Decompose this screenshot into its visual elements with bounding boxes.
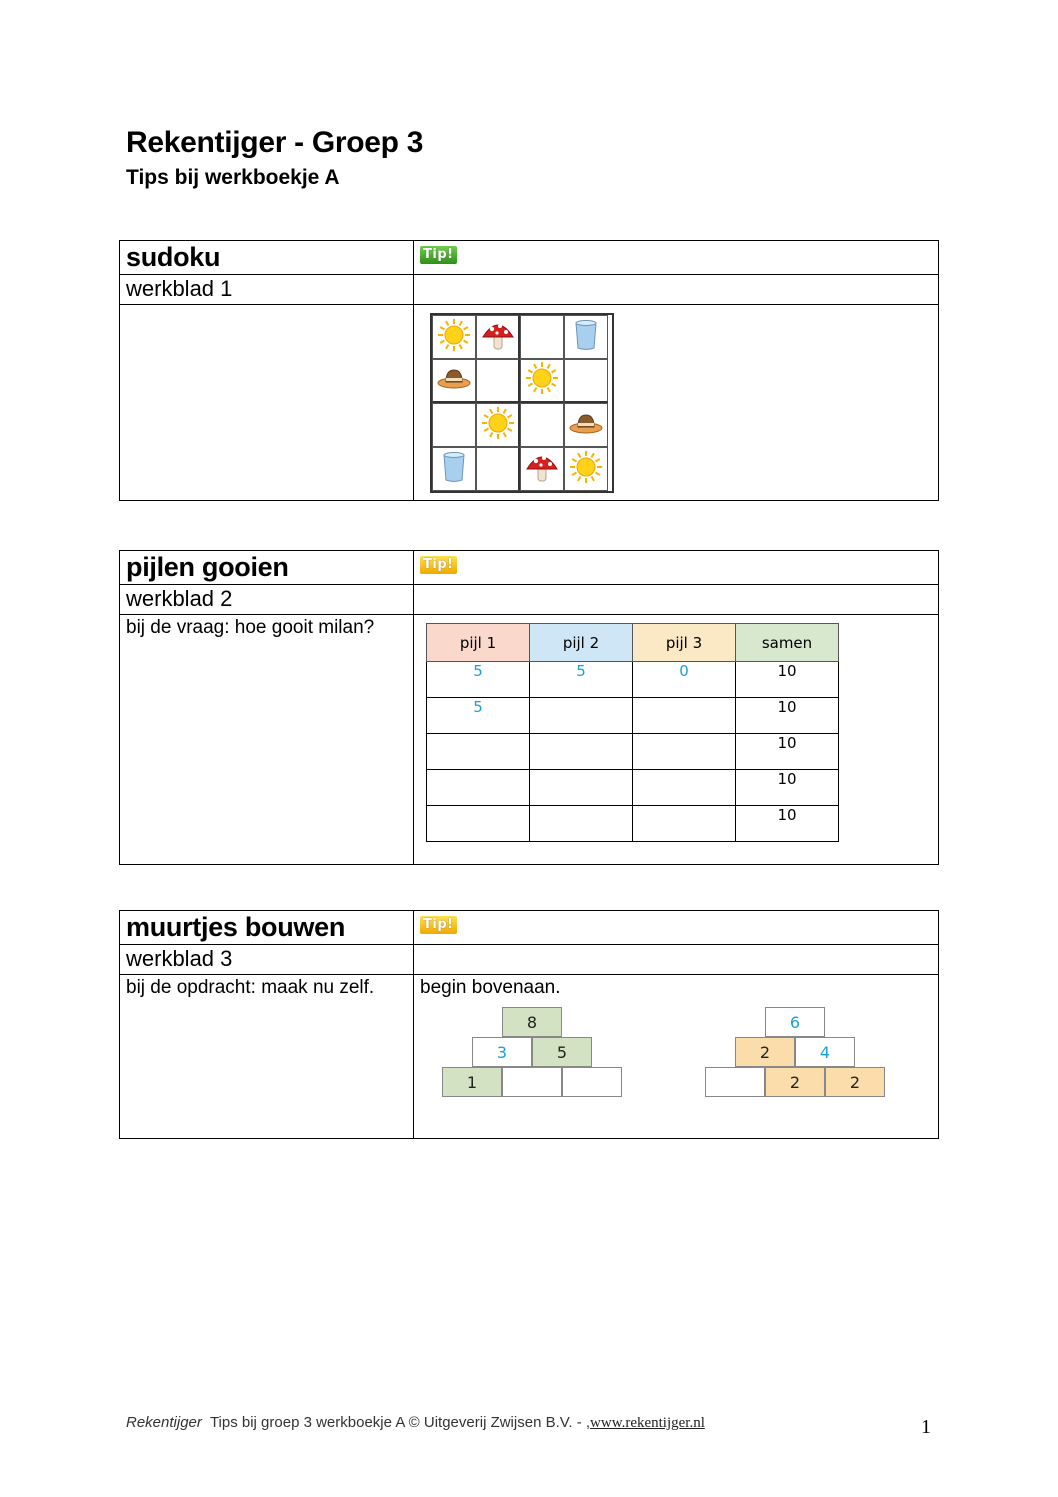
page-number: 1 [921,1416,931,1438]
tip-badge-cell [414,911,939,945]
section-sheet: werkblad 2 [120,585,414,615]
table-row [427,770,839,806]
sudoku-cell [432,359,476,403]
sudoku-cell [564,447,608,491]
hat-icon [436,360,472,401]
walls-note: begin bovenaan. [420,977,561,998]
wall-brick: 2 [765,1067,825,1097]
table-cell: 5 [530,662,633,698]
sudoku-cell [432,315,476,359]
sudoku-cell [476,359,520,403]
sudoku-cell [432,447,476,491]
tip-badge-cell [414,551,939,585]
table-cell [530,698,633,734]
wall-brick: 4 [795,1037,855,1067]
table-cell [633,806,736,842]
table-cell: 10 [736,662,839,698]
table-header: samen [736,624,839,662]
wall-brick [502,1067,562,1097]
table-cell: 10 [736,698,839,734]
sudoku-cell [520,403,564,447]
darts-cell [414,615,939,865]
section-description [120,305,414,501]
page-subtitle: Tips bij werkboekje A [126,166,340,189]
wall-brick: 6 [765,1007,825,1037]
section-name: sudoku [120,241,414,275]
section-walls [119,910,939,1139]
table-cell [530,806,633,842]
footer-text: Tips bij groep 3 werkboekje A © Uitgeverij Zwijsen B.V. - , [201,1414,591,1431]
sun-icon [524,360,560,401]
sudoku-cell [564,315,608,359]
table-row [427,734,839,770]
table-cell: 0 [633,662,736,698]
walls-cell [414,975,939,1139]
tip-icon: Tip! [420,916,457,934]
tip-icon: Tip! [420,556,457,574]
cup-icon [436,449,472,490]
mushroom-icon [480,317,516,358]
sudoku-grid [430,313,614,493]
section-darts [119,550,939,865]
table-header: pijl 1 [427,624,530,662]
section-sudoku [119,240,939,501]
footer-link[interactable]: www.rekentijger.nl [590,1415,705,1431]
table-cell [633,734,736,770]
wall-brick: 8 [502,1007,562,1037]
cup-icon [568,317,604,358]
section-sheet: werkblad 3 [120,945,414,975]
sun-icon [480,405,516,446]
sudoku-cell [414,305,939,501]
sudoku-cell [432,403,476,447]
footer-brand: Rekentijger [126,1414,202,1431]
wall-brick: 5 [532,1037,592,1067]
table-header: pijl 3 [633,624,736,662]
table-cell: 10 [736,806,839,842]
sudoku-cell [476,403,520,447]
section-name: pijlen gooien [120,551,414,585]
section-description: bij de opdracht: maak nu zelf. [120,975,414,1139]
section-sheet: werkblad 1 [120,275,414,305]
table-cell: 5 [427,698,530,734]
table-cell [427,770,530,806]
sudoku-cell [564,403,608,447]
hat-icon [568,405,604,446]
darts-table [426,623,839,842]
table-cell: 10 [736,734,839,770]
walls-area [420,1001,932,1121]
wall-brick: 2 [825,1067,885,1097]
table-row [427,698,839,734]
table-cell: 5 [427,662,530,698]
wall-brick: 2 [735,1037,795,1067]
table-row [427,806,839,842]
wall-brick [562,1067,622,1097]
sudoku-cell [520,447,564,491]
tip-badge-cell [414,241,939,275]
sun-icon [568,449,604,490]
mushroom-icon [524,449,560,490]
table-cell: 10 [736,770,839,806]
table-cell [530,734,633,770]
sudoku-cell [520,359,564,403]
sudoku-cell [476,315,520,359]
table-cell [530,770,633,806]
sudoku-cell [520,315,564,359]
section-name: muurtjes bouwen [120,911,414,945]
wall-brick: 1 [442,1067,502,1097]
page-title: Rekentijger - Groep 3 [126,126,424,159]
sudoku-cell [476,447,520,491]
sun-icon [436,317,472,358]
table-cell [633,698,736,734]
table-header: pijl 2 [530,624,633,662]
footer [126,1414,705,1432]
section-description: bij de vraag: hoe gooit milan? [120,615,414,865]
table-row [427,662,839,698]
tip-icon: Tip! [420,246,457,264]
sudoku-cell [564,359,608,403]
table-cell [427,806,530,842]
table-cell [427,734,530,770]
table-cell [633,770,736,806]
wall-brick: 3 [472,1037,532,1067]
wall-brick [705,1067,765,1097]
